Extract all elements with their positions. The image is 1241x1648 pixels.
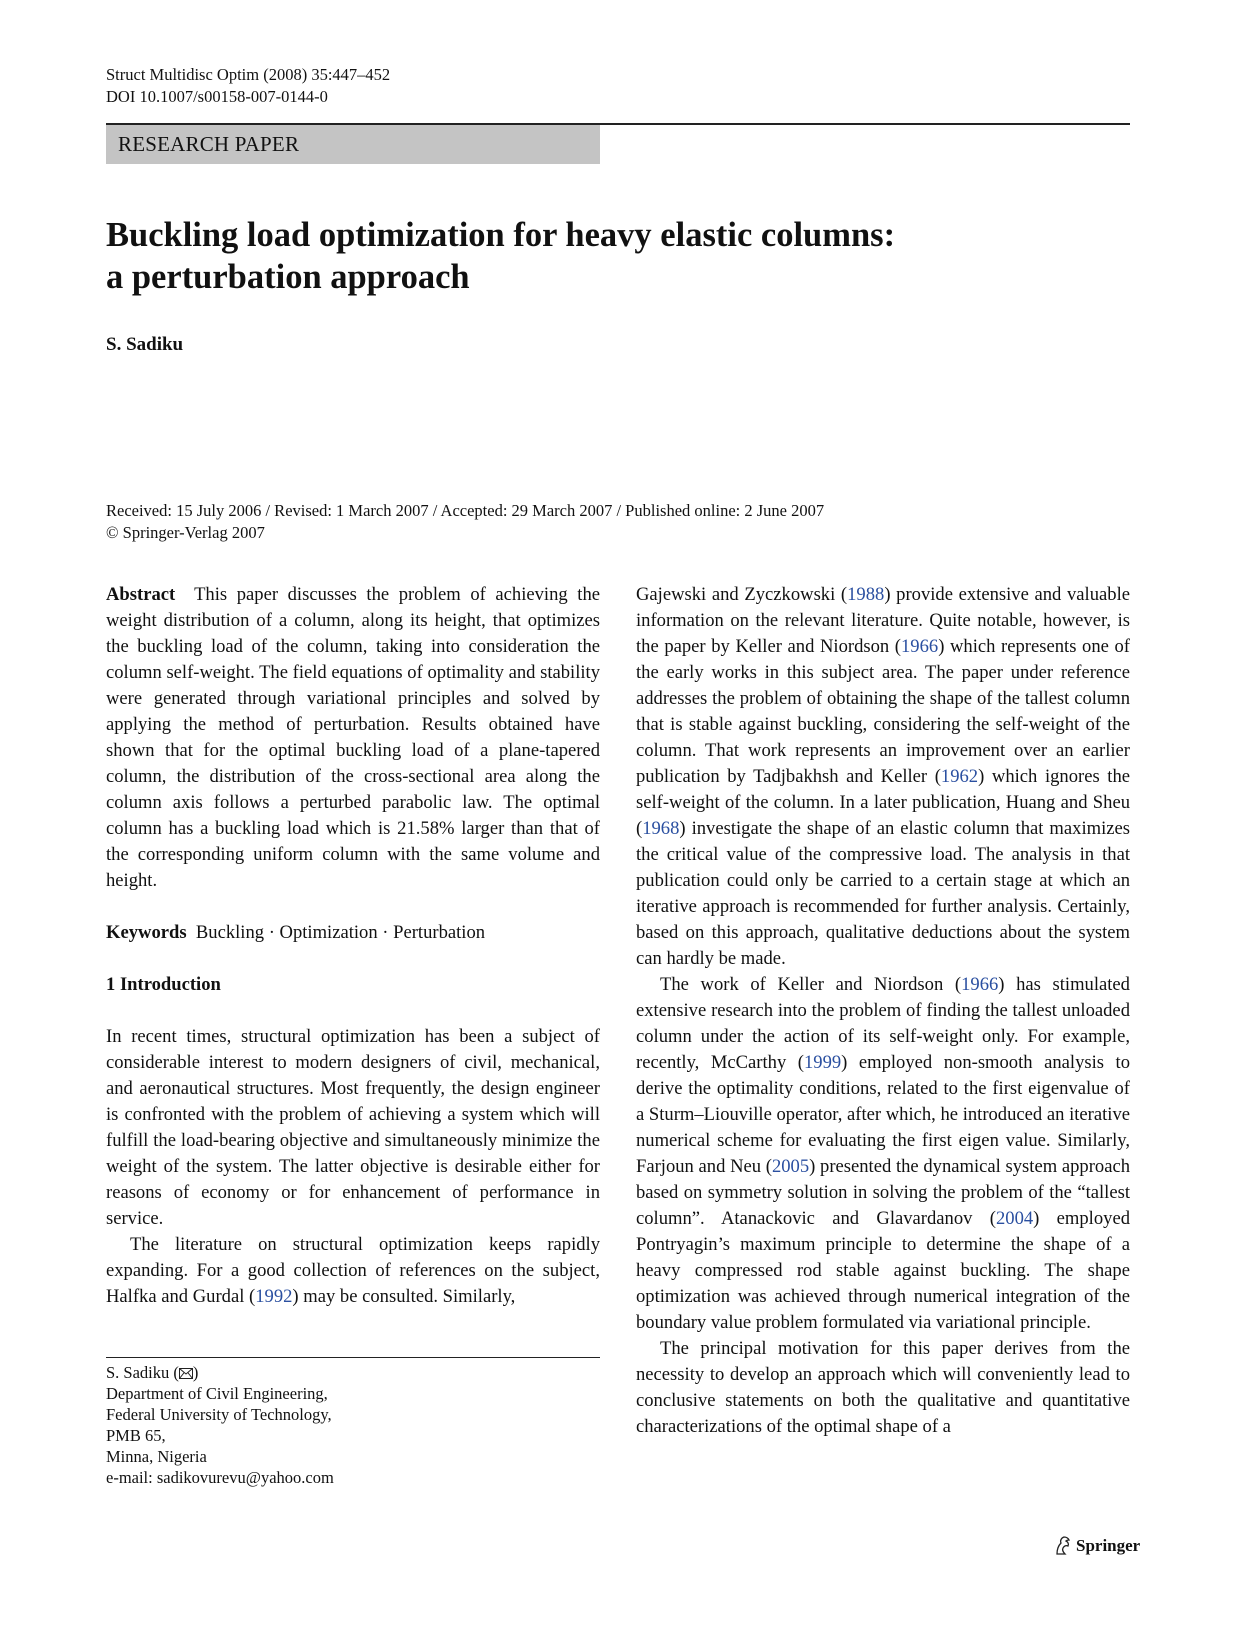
publisher-logo — [1054, 1536, 1140, 1556]
affiliation-univ: Federal University of Technology, — [106, 1405, 332, 1424]
left-column — [106, 582, 600, 1310]
text-span: The work of Keller and Niordson ( — [660, 974, 962, 995]
text-span: ) presented the dynamical system approach based on symmetry solution in solving the problem of the “tallest column”. Atanackovic and Glavardanov ( — [636, 1156, 1130, 1229]
citation-link[interactable]: 1962 — [940, 766, 979, 787]
body-paragraph-3: The principal motivation for this paper derives from the necessity to develop an approach which will conveniently lead to conclusive statements on both the qualitative and quantitative characterizations of the optimal shape of a — [636, 1338, 1130, 1437]
publisher-name: Springer — [1076, 1536, 1141, 1555]
citation-link[interactable]: 2005 — [771, 1156, 810, 1177]
abstract-label: Abstract — [106, 584, 176, 605]
publication-dates — [106, 500, 824, 544]
journal-citation: Struct Multidisc Optim (2008) 35:447–452 — [106, 65, 391, 84]
citation-link[interactable]: 1968 — [642, 818, 680, 839]
citation-link[interactable]: 1999 — [803, 1052, 842, 1073]
right-column — [636, 582, 1130, 1440]
springer-horse-icon — [1054, 1536, 1072, 1556]
affiliation-pmb: PMB 65, — [106, 1426, 166, 1445]
affiliation-name: S. Sadiku ( — [106, 1363, 179, 1382]
body-paragraph-2 — [636, 972, 1130, 1336]
citation-link[interactable]: 1966 — [961, 974, 999, 995]
abstract — [106, 582, 600, 894]
affiliation-city: Minna, Nigeria — [106, 1447, 207, 1466]
section-label: RESEARCH PAPER — [106, 125, 600, 164]
text-span: The literature on structural optimization keeps rapidly expanding. For a good collection of references on the subject, Halfka and Gurdal ( — [106, 1234, 600, 1307]
text-span: ) provide extensive and valuable information on the relevant literature. Quite notable, however, is the paper by Keller and Niordson ( — [636, 584, 1130, 657]
section-heading: 1 Introduction — [106, 974, 221, 995]
intro-paragraph-1: In recent times, structural optimization has been a subject of considerable interest to modern designers of civil, mechanical, and aeronautical structures. Most frequently, the design engineer is confronted with the problem of achieving a system which will fulfill the load-bearing objective and simultaneously minimize the weight of the system. The latter objective is desirable either for reasons of economy or for enhancement of performance in service. — [106, 1026, 600, 1229]
intro-paragraph-2 — [106, 1232, 600, 1310]
doi: DOI 10.1007/s00158-007-0144-0 — [106, 87, 328, 106]
text-span: ) may be consulted. Similarly, — [292, 1286, 516, 1307]
title-line-2: a perturbation approach — [106, 258, 470, 296]
title-line-1: Buckling load optimization for heavy elastic columns: — [106, 216, 896, 254]
keywords-text: Buckling · Optimization · Perturbation — [195, 922, 486, 943]
text-span: ) has stimulated extensive research into the problem of finding the tallest unloaded column under the action of its self-weight only. For example, recently, McCarthy ( — [636, 974, 1130, 1073]
envelope-icon — [179, 1368, 193, 1379]
citation-link[interactable]: 1992 — [255, 1286, 293, 1307]
affiliation-email[interactable]: e-mail: sadikovurevu@yahoo.com — [106, 1468, 334, 1487]
text-span: ) which represents one of the early works in this subject area. The paper under reference addresses the problem of obtaining the shape of the tallest column that is stable against buckling, considering the self-weight of the column. That work represents an improvement over an earlier publication by Tadjbakhsh and Keller ( — [636, 636, 1130, 787]
copyright-line: © Springer-Verlag 2007 — [106, 523, 265, 542]
footnote-rule — [106, 1357, 600, 1358]
affiliation-name-line: S. Sadiku ( ) — [106, 1363, 199, 1382]
text-span: ) which ignores the self-weight of the column. In a later publication, Huang and Sheu ( — [636, 766, 1131, 839]
text-span: Gajewski and Zyczkowski ( — [636, 584, 848, 605]
body-paragraph-1 — [636, 582, 1130, 972]
journal-header — [106, 64, 390, 108]
keywords — [106, 920, 600, 946]
citation-link[interactable]: 1966 — [901, 636, 939, 657]
text-span: ) employed non-smooth analysis to derive the optimality conditions, related to the first eigenvalue of a Sturm–Liouville operator, after which, he introduced an iterative numerical scheme for evaluating the first eigen value. Similarly, Farjoun and Neu ( — [636, 1052, 1130, 1177]
keywords-label: Keywords — [106, 922, 187, 943]
affiliation-dept: Department of Civil Engineering, — [106, 1384, 328, 1403]
citation-link[interactable]: 1988 — [847, 584, 885, 605]
author-affiliation — [106, 1362, 334, 1488]
abstract-text: This paper discusses the problem of achieving the weight distribution of a column, along its height, that optimizes the buckling load of the column, taking into consideration the column self-weight. The field equations of optimality and stability were generated through variational principles and solved by applying the method of perturbation. Results obtained have shown that for the optimal buckling load of a plane-tapered column, the distribution of the cross-sectional area along the column axis follows a perturbed parabolic law. The optimal column has a buckling load which is 21.58% larger than that of the corresponding uniform column with the same volume and height. — [106, 584, 600, 891]
paper-title — [106, 214, 1136, 298]
text-span: ) employed Pontryagin’s maximum principle to determine the shape of a heavy compressed rod stable against buckling. The shape optimization was achieved through numerical integration of the boundary value problem formulated via variational principle. — [636, 1208, 1130, 1333]
citation-link[interactable]: 2004 — [995, 1208, 1034, 1229]
author-name: S. Sadiku — [106, 334, 184, 355]
text-span: ) investigate the shape of an elastic column that maximizes the critical value of the compressive load. The analysis in that publication could only be carried to a certain stage at which an iterative approach is recommended for further analysis. Certainly, based on this approach, qualitative deductions about the system can hardly be made. — [636, 818, 1130, 969]
history-line: Received: 15 July 2006 / Revised: 1 March 2007 / Accepted: 29 March 2007 / Published online: 2 June 2007 — [106, 501, 825, 520]
